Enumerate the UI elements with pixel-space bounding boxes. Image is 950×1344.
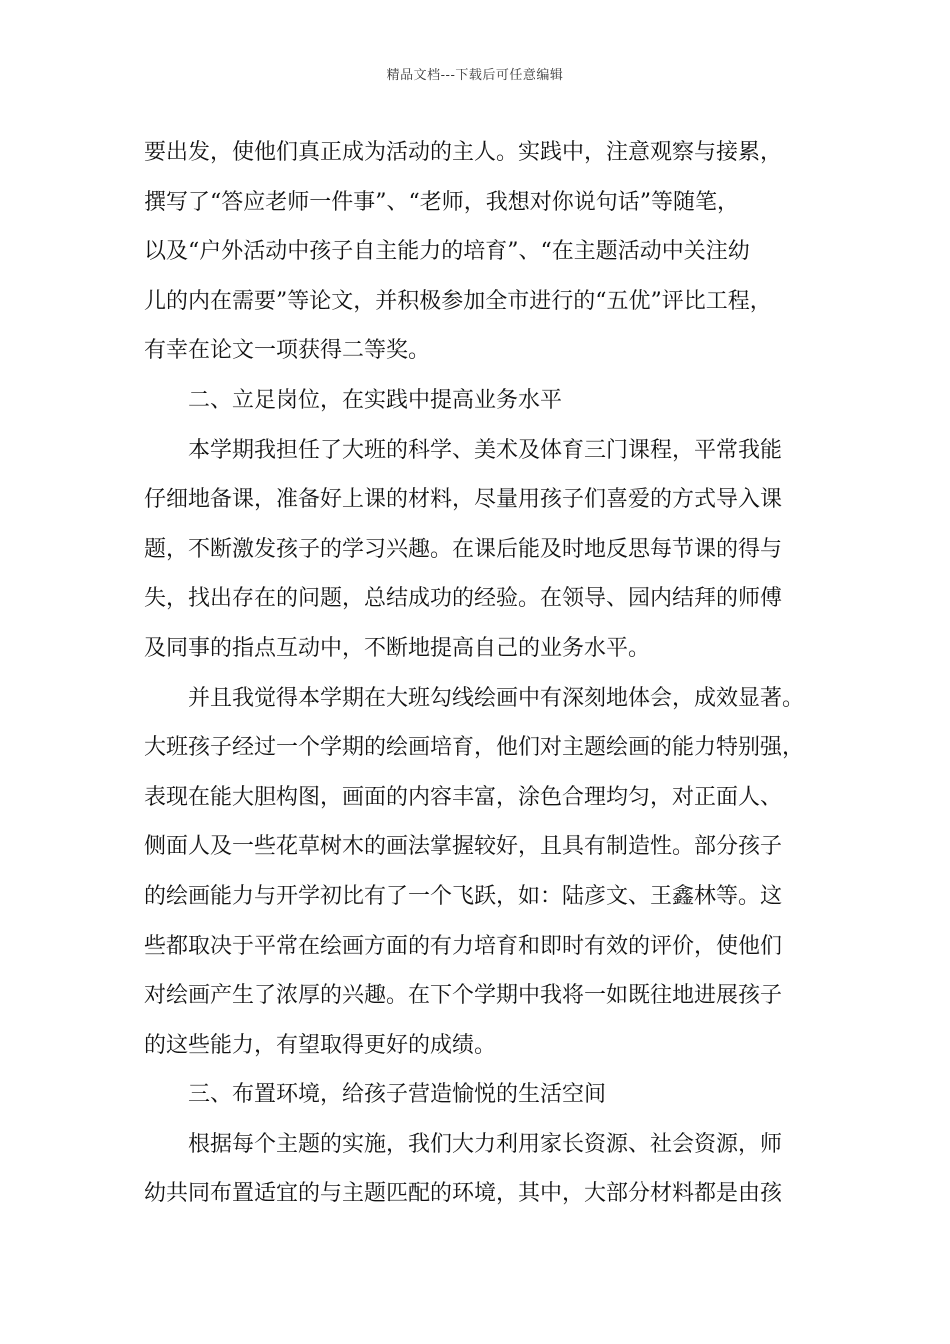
text-line: 本学期我担任了大班的科学、美术及体育三门课程，平常我能 bbox=[188, 437, 783, 463]
text-line: 些都取决于平常在绘画方面的有力培育和即时有效的评价，使他们 bbox=[144, 933, 783, 959]
document-body bbox=[144, 128, 824, 1219]
text-line: 儿的内在需要”等论文，并积极参加全市进行的“五优”评比工程， bbox=[144, 288, 772, 314]
text-line: 表现在能大胆构图，画面的内容丰富，涂色合理均匀，对正面人、 bbox=[144, 784, 783, 810]
section-heading: 三、布置环境，给孩子营造愉悦的生活空间 bbox=[188, 1082, 607, 1108]
text-line: 对绘画产生了浓厚的兴趣。在下个学期中我将一如既往地进展孩子 bbox=[144, 983, 783, 1009]
text-line: 撰写了“答应老师一件事”、“老师，我想对你说句话”等随笔， bbox=[144, 189, 739, 215]
text-line: 题，不断激发孩子的学习兴趣。在课后能及时地反思每节课的得与 bbox=[144, 536, 783, 562]
text-line: 大班孩子经过一个学期的绘画培育，他们对主题绘画的能力特别强， bbox=[144, 735, 805, 761]
text-line: 及同事的指点互动中，不断地提高自己的业务水平。 bbox=[144, 635, 651, 661]
text-line: 仔细地备课，准备好上课的材料，尽量用孩子们喜爱的方式导入课 bbox=[144, 487, 783, 513]
text-line: 根据每个主题的实施，我们大力利用家长资源、社会资源，师 bbox=[188, 1131, 783, 1157]
text-line: 并且我觉得本学期在大班勾线绘画中有深刻地体会，成效显著。 bbox=[188, 685, 805, 711]
text-line: 侧面人及一些花草树木的画法掌握较好，且具有制造性。部分孩子 bbox=[144, 834, 783, 860]
text-line: 幼共同布置适宜的与主题匹配的环境，其中，大部分材料都是由孩 bbox=[144, 1181, 783, 1207]
text-line: 的绘画能力与开学初比有了一个飞跃，如：陆彦文、王鑫林等。这 bbox=[144, 883, 783, 909]
text-line: 有幸在论文一项获得二等奖。 bbox=[144, 338, 431, 364]
text-line: 要出发，使他们真正成为活动的主人。实践中，注意观察与接累， bbox=[144, 140, 783, 165]
text-line: 以及“户外活动中孩子自主能力的培育”、“在主题活动中关注幼 bbox=[144, 239, 750, 265]
text-line: 失，找出存在的问题，总结成功的经验。在领导、园内结拜的师傅 bbox=[144, 586, 783, 612]
section-heading: 二、立足岗位，在实践中提高业务水平 bbox=[188, 387, 563, 413]
page-header: 精品文档---下载后可任意编辑 bbox=[386, 68, 564, 83]
text-line: 的这些能力，有望取得更好的成绩。 bbox=[144, 1032, 497, 1058]
